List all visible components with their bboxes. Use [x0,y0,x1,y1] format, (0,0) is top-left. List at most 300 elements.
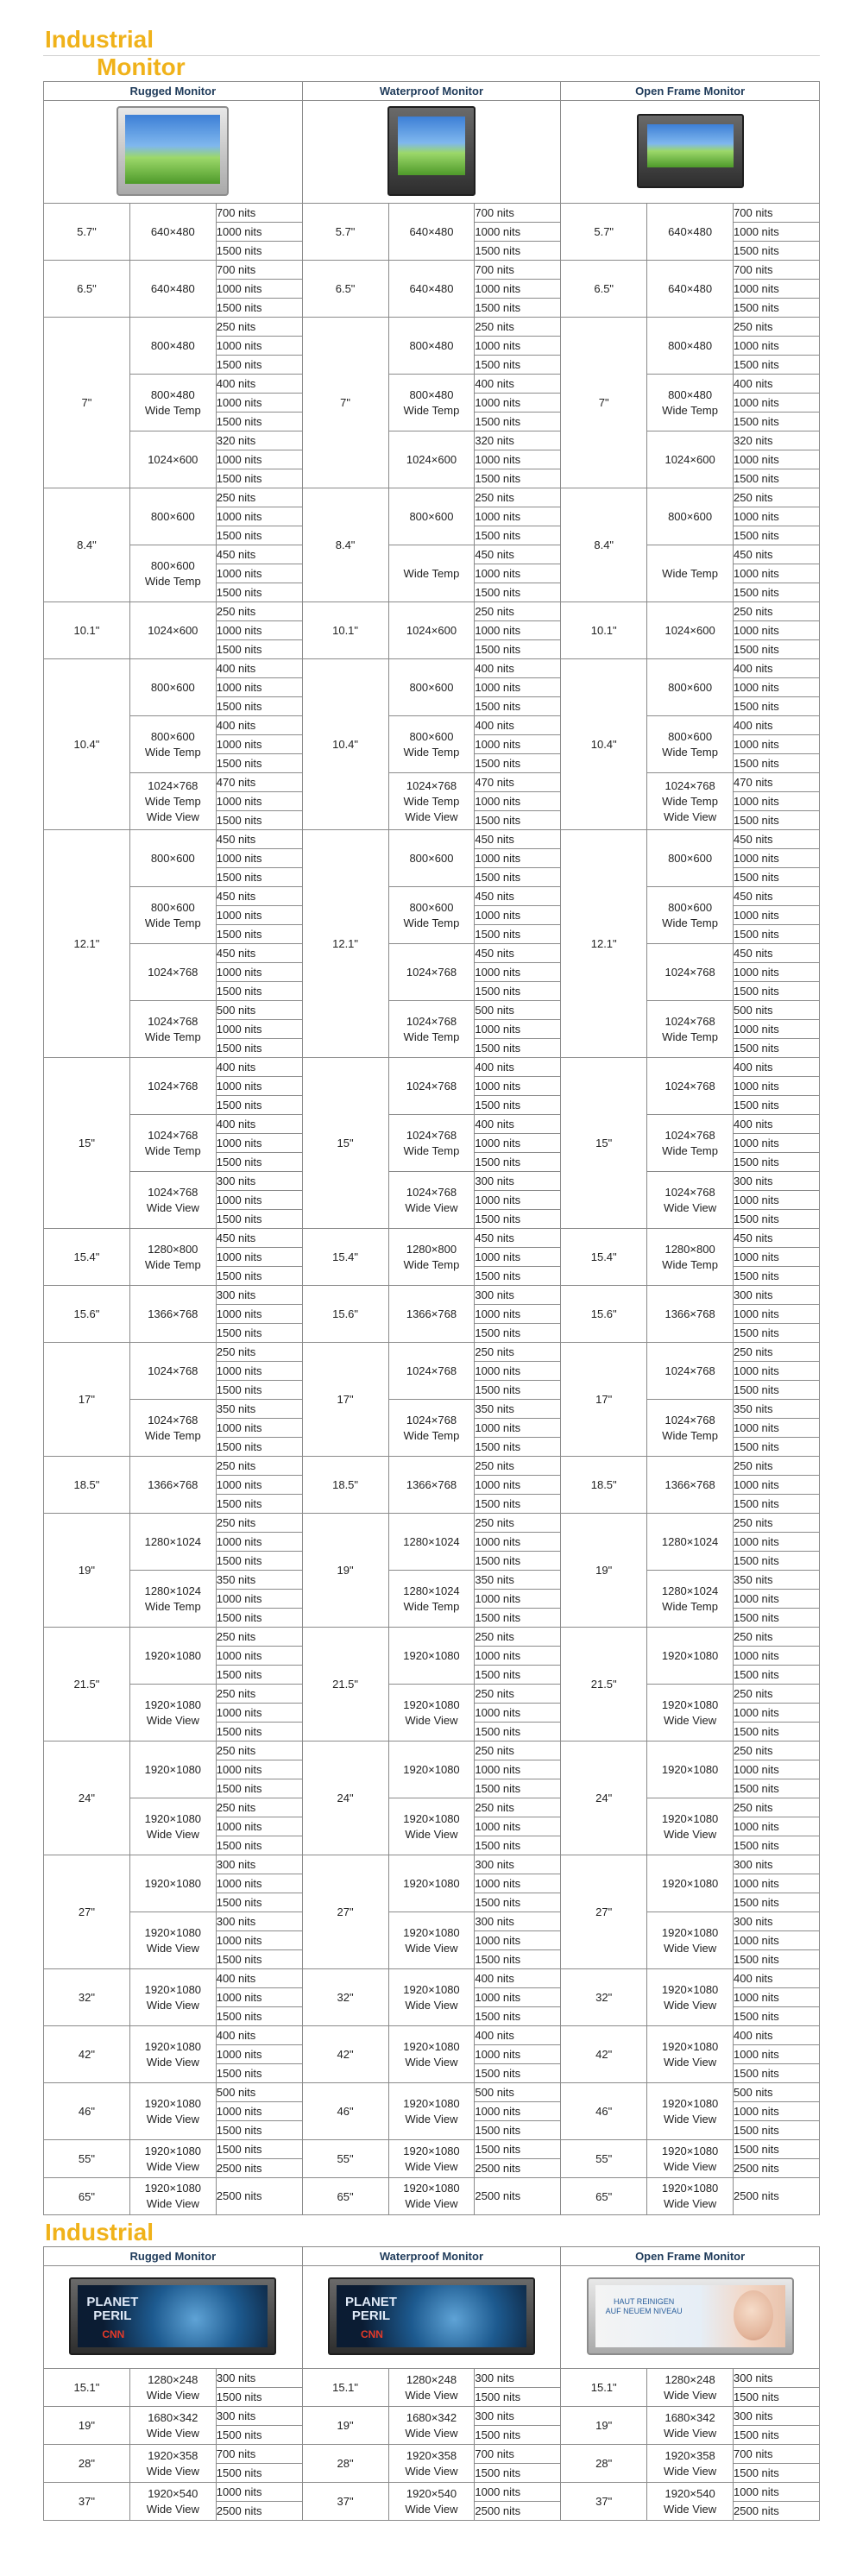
resolution-cell: 1920×1080 Wide View [388,2178,475,2215]
brightness-cell: 1500 nits [734,2064,820,2083]
brightness-cell: 1500 nits [734,1779,820,1798]
size-cell: 37" [302,2483,388,2521]
brightness-cell: 300 nits [475,2407,561,2426]
table-row [44,1172,820,1191]
brightness-cell: 1000 nits [475,678,561,697]
brightness-cell: 1500 nits [216,1438,302,1457]
size-cell: 17" [561,1343,647,1457]
brightness-cell: 1500 nits [216,2140,302,2159]
brightness-cell: 1000 nits [734,1191,820,1210]
size-cell: 21.5" [302,1628,388,1741]
resolution-cell: 1024×768 Wide Temp [647,1400,734,1457]
brightness-cell: 1500 nits [475,2464,561,2483]
resolution-cell: 800×480 Wide Temp [388,375,475,431]
brightness-cell: 470 nits [216,773,302,792]
brightness-cell: 1000 nits [475,1704,561,1723]
stretched-screen-icon [78,2285,268,2347]
brightness-cell: 1500 nits [734,1381,820,1400]
brightness-cell: 350 nits [734,1400,820,1419]
photo-cell [561,2266,820,2369]
title-industrial: Industrial [45,26,154,53]
brightness-cell: 1500 nits [734,1267,820,1286]
resolution-cell: 1024×768 Wide Temp [388,1400,475,1457]
brightness-cell: 450 nits [475,1229,561,1248]
resolution-cell: 1920×358 Wide View [647,2445,734,2483]
brightness-cell: 1500 nits [734,299,820,318]
brightness-cell: 400 nits [475,2026,561,2045]
brightness-cell: 1500 nits [475,413,561,431]
brightness-cell: 1000 nits [734,280,820,299]
resolution-cell: 1920×1080 [388,1855,475,1912]
brightness-cell: 1000 nits [734,1647,820,1666]
brightness-cell: 1500 nits [734,2007,820,2026]
brightness-cell: 1500 nits [475,1723,561,1741]
size-cell: 15.4" [561,1229,647,1286]
size-cell: 37" [44,2483,130,2521]
brightness-cell: 250 nits [216,1343,302,1362]
brightness-cell: 1000 nits [475,1248,561,1267]
brightness-cell: 1000 nits [216,1874,302,1893]
brightness-cell: 1500 nits [475,2121,561,2140]
brightness-cell: 1500 nits [216,526,302,545]
brightness-cell: 1000 nits [475,1533,561,1552]
resolution-cell: 1280×800 Wide Temp [388,1229,475,1286]
resolution-cell: 800×600 Wide Temp [388,716,475,773]
resolution-cell: 1024×600 [129,431,216,488]
resolution-cell: 1920×1080 [647,1855,734,1912]
size-cell: 46" [561,2083,647,2140]
brightness-cell: 1500 nits [734,1210,820,1229]
brightness-cell: 1500 nits [475,1039,561,1058]
brightness-cell: 1000 nits [734,1931,820,1950]
brightness-cell: 1000 nits [734,1817,820,1836]
table-row [44,1628,820,1647]
spec-sheet [43,26,820,2521]
brightness-cell: 700 nits [216,204,302,223]
table-row [44,1685,820,1704]
column-header: Waterproof Monitor [302,82,561,101]
brightness-cell: 400 nits [734,659,820,678]
brightness-cell: 300 nits [475,1855,561,1874]
brightness-cell: 400 nits [216,375,302,394]
brightness-cell: 1500 nits [216,1666,302,1685]
brightness-cell: 1500 nits [216,1723,302,1741]
brightness-cell: 1000 nits [475,1020,561,1039]
brightness-cell: 250 nits [216,1514,302,1533]
resolution-cell: 1024×768 [129,944,216,1001]
resolution-cell: 1920×540 Wide View [388,2483,475,2521]
table-row [44,773,820,792]
brightness-cell: 1500 nits [734,1893,820,1912]
brightness-cell: 500 nits [216,2083,302,2102]
size-cell: 5.7" [561,204,647,261]
size-cell: 12.1" [302,830,388,1058]
size-cell: 19" [44,1514,130,1628]
brightness-cell: 1000 nits [216,1704,302,1723]
table-row [44,1969,820,1988]
brightness-cell: 700 nits [734,261,820,280]
brightness-cell: 1000 nits [734,792,820,811]
brightness-cell: 450 nits [475,830,561,849]
brightness-cell: 250 nits [734,1685,820,1704]
screen-ad-text: HAUT REINIGEN AUF NEUEM NIVEAU [605,2296,683,2315]
size-cell: 8.4" [302,488,388,602]
screen-brand-text: PLANET PERIL [344,2294,397,2323]
brightness-cell: 1000 nits [216,2483,302,2502]
resolution-cell: 1024×600 [388,602,475,659]
brightness-cell: 1000 nits [734,1704,820,1723]
resolution-cell: 1024×768 [388,944,475,1001]
size-cell: 65" [44,2178,130,2215]
brightness-cell: 1000 nits [216,1077,302,1096]
resolution-cell: 1280×1024 Wide Temp [129,1571,216,1628]
table-row [44,659,820,678]
brightness-cell: 500 nits [734,1001,820,1020]
brightness-cell: 250 nits [216,1628,302,1647]
brightness-cell: 400 nits [216,716,302,735]
size-cell: 10.4" [302,659,388,830]
size-cell: 19" [302,1514,388,1628]
brightness-cell: 400 nits [216,1115,302,1134]
resolution-cell: 1024×768 [129,1343,216,1400]
brightness-cell: 1000 nits [216,337,302,356]
face-image-icon [734,2290,773,2340]
brightness-cell: 1500 nits [475,1153,561,1172]
resolution-cell: 640×480 [129,261,216,318]
size-cell: 32" [302,1969,388,2026]
brightness-cell: 1000 nits [475,735,561,754]
size-cell: 15.4" [302,1229,388,1286]
brightness-cell: 350 nits [216,1400,302,1419]
brightness-cell: 1000 nits [475,337,561,356]
brightness-cell: 1500 nits [216,2064,302,2083]
brightness-cell: 1000 nits [216,1020,302,1039]
size-cell: 10.1" [302,602,388,659]
brightness-cell: 450 nits [475,545,561,564]
brightness-cell: 1500 nits [475,811,561,830]
resolution-cell: 800×600 [129,488,216,545]
brightness-cell: 250 nits [475,1741,561,1760]
table-row [44,1798,820,1817]
size-cell: 15.6" [561,1286,647,1343]
brightness-cell: 1000 nits [734,2102,820,2121]
brightness-cell: 300 nits [734,1912,820,1931]
brightness-cell: 400 nits [475,1969,561,1988]
resolution-cell: 1920×1080 Wide View [129,2083,216,2140]
brightness-cell: 1500 nits [216,1324,302,1343]
resolution-cell: 1280×1024 Wide Temp [388,1571,475,1628]
brightness-cell: 1500 nits [216,2121,302,2140]
size-cell: 15.4" [44,1229,130,1286]
brightness-cell: 1500 nits [216,1836,302,1855]
photo-cell [44,2266,303,2369]
resolution-cell: 1680×342 Wide View [129,2407,216,2445]
resolution-cell: 1920×1080 Wide View [388,1685,475,1741]
brightness-cell: 1500 nits [475,1779,561,1798]
resolution-cell: 1024×768 [647,944,734,1001]
brightness-cell: 1000 nits [475,507,561,526]
brightness-cell: 1000 nits [734,1305,820,1324]
brightness-cell: 400 nits [475,1058,561,1077]
resolution-cell: 1024×768 [647,1343,734,1400]
brightness-cell: 1000 nits [216,1476,302,1495]
resolution-cell: 800×600 [388,488,475,545]
brightness-cell: 1500 nits [734,1836,820,1855]
resolution-cell: Wide Temp [647,545,734,602]
size-cell: 8.4" [561,488,647,602]
resolution-cell: 1366×768 [647,1286,734,1343]
size-cell: 12.1" [44,830,130,1058]
resolution-cell: 1920×1080 [647,1741,734,1798]
title-monitor: Monitor [97,54,186,80]
size-cell: 10.4" [44,659,130,830]
brightness-cell: 1500 nits [734,1324,820,1343]
brightness-cell: 1000 nits [475,1362,561,1381]
size-cell: 55" [302,2140,388,2178]
brightness-cell: 400 nits [216,2026,302,2045]
brightness-cell: 250 nits [475,1514,561,1533]
brightness-cell: 1500 nits [216,1267,302,1286]
brightness-cell: 1000 nits [734,1077,820,1096]
brightness-cell: 250 nits [216,602,302,621]
brightness-cell: 1500 nits [734,754,820,773]
brightness-cell: 1500 nits [475,1324,561,1343]
brightness-cell: 300 nits [734,2369,820,2388]
brightness-cell: 1500 nits [216,583,302,602]
resolution-cell: 800×600 [647,488,734,545]
table-row [44,2083,820,2102]
brightness-cell: 1500 nits [216,754,302,773]
brightness-cell: 1000 nits [475,1817,561,1836]
resolution-cell: 640×480 [388,261,475,318]
column-header: Waterproof Monitor [302,2247,561,2266]
brightness-cell: 1500 nits [216,413,302,431]
brightness-cell: 1000 nits [216,564,302,583]
brightness-cell: 1000 nits [216,450,302,469]
brightness-cell: 1000 nits [216,849,302,868]
brightness-cell: 300 nits [216,1855,302,1874]
brightness-cell: 500 nits [475,2083,561,2102]
brightness-cell: 1000 nits [475,906,561,925]
table-row [44,1912,820,1931]
brightness-cell: 1500 nits [216,1495,302,1514]
size-cell: 7" [561,318,647,488]
brightness-cell: 1500 nits [734,2464,820,2483]
resolution-cell: 1920×540 Wide View [647,2483,734,2521]
brightness-cell: 1000 nits [475,792,561,811]
section2-header-row [44,2247,820,2266]
brightness-cell: 400 nits [734,375,820,394]
brightness-cell: 250 nits [216,1457,302,1476]
photo-cell [561,101,820,204]
resolution-cell: 1280×248 Wide View [129,2369,216,2407]
rugged-monitor-image [117,106,229,196]
resolution-cell: 800×480 Wide Temp [647,375,734,431]
resolution-cell: 1024×600 [647,431,734,488]
resolution-cell: 1920×1080 Wide View [388,2026,475,2083]
resolution-cell: 800×600 Wide Temp [647,716,734,773]
brightness-cell: 1000 nits [475,1988,561,2007]
table-row [44,1001,820,1020]
brightness-cell: 250 nits [475,488,561,507]
brightness-cell: 1500 nits [216,640,302,659]
brightness-cell: 1500 nits [734,640,820,659]
size-cell: 6.5" [44,261,130,318]
stretched-monitor-spec-table [43,2246,820,2521]
size-cell: 42" [561,2026,647,2083]
brightness-cell: 1000 nits [216,1590,302,1609]
brightness-cell: 250 nits [475,318,561,337]
resolution-cell: 1920×1080 Wide View [647,2026,734,2083]
brightness-cell: 700 nits [734,204,820,223]
resolution-cell: 1920×1080 [388,1628,475,1685]
resolution-cell: 640×480 [388,204,475,261]
brightness-cell: 1500 nits [734,356,820,375]
brightness-cell: 1000 nits [475,2045,561,2064]
size-cell: 6.5" [302,261,388,318]
resolution-cell: 1920×1080 Wide View [129,2026,216,2083]
brightness-cell: 250 nits [734,602,820,621]
brightness-cell: 1500 nits [734,1552,820,1571]
brightness-cell: 250 nits [734,1628,820,1647]
brightness-cell: 1500 nits [216,1039,302,1058]
resolution-cell: 1680×342 Wide View [388,2407,475,2445]
brightness-cell: 1500 nits [475,754,561,773]
resolution-cell: 800×600 Wide Temp [388,887,475,944]
resolution-cell: 800×480 Wide Temp [129,375,216,431]
table-row [44,261,820,280]
resolution-cell: 1920×1080 Wide View [647,2083,734,2140]
resolution-cell: 1920×1080 Wide View [388,1798,475,1855]
brightness-cell: 2500 nits [734,2178,820,2215]
brightness-cell: 1000 nits [734,1533,820,1552]
brightness-cell: 1500 nits [216,1779,302,1798]
resolution-cell: 800×600 Wide Temp [129,716,216,773]
brightness-cell: 1000 nits [475,849,561,868]
photo-row [44,101,820,204]
brightness-cell: 300 nits [475,2369,561,2388]
section1-title [43,26,820,81]
resolution-cell: 1024×768 Wide Temp [388,1115,475,1172]
brightness-cell: 700 nits [475,2445,561,2464]
size-cell: 46" [44,2083,130,2140]
brightness-cell: 2500 nits [734,2502,820,2521]
photo-cell [44,101,303,204]
size-cell: 19" [302,2407,388,2445]
waterproof-monitor-image [387,106,476,196]
brightness-cell: 1500 nits [475,469,561,488]
brightness-cell: 450 nits [216,830,302,849]
resolution-cell: 1024×768 Wide Temp [129,1001,216,1058]
size-cell: 65" [561,2178,647,2215]
brightness-cell: 2500 nits [216,2502,302,2521]
table-row [44,1457,820,1476]
section1-header-row [44,82,820,101]
brightness-cell: 250 nits [734,1741,820,1760]
brightness-cell: 1000 nits [475,1419,561,1438]
brightness-cell: 1000 nits [734,1988,820,2007]
resolution-cell: 1920×1080 Wide View [647,1685,734,1741]
resolution-cell: 1920×1080 Wide View [129,2178,216,2215]
brightness-cell: 1500 nits [216,2007,302,2026]
brightness-cell: 250 nits [475,1685,561,1704]
size-cell: 15" [302,1058,388,1229]
brightness-cell: 450 nits [216,887,302,906]
resolution-cell: 1280×248 Wide View [647,2369,734,2407]
brightness-cell: 1500 nits [475,242,561,261]
brightness-cell: 250 nits [734,1343,820,1362]
size-cell: 10.1" [561,602,647,659]
resolution-cell: 1920×1080 [129,1855,216,1912]
brightness-cell: 1000 nits [216,223,302,242]
brightness-cell: 1000 nits [734,564,820,583]
screen-logo-text: CNN [360,2327,383,2340]
size-cell: 7" [302,318,388,488]
size-cell: 17" [302,1343,388,1457]
brightness-cell: 1000 nits [216,621,302,640]
brightness-cell: 1000 nits [216,1191,302,1210]
brightness-cell: 1000 nits [734,735,820,754]
brightness-cell: 1500 nits [475,1950,561,1969]
brightness-cell: 300 nits [734,1286,820,1305]
brightness-cell: 450 nits [216,944,302,963]
brightness-cell: 1000 nits [734,1134,820,1153]
size-cell: 24" [561,1741,647,1855]
stretched-screen-icon [595,2285,785,2347]
resolution-cell: 1024×600 [129,602,216,659]
brightness-cell: 2500 nits [734,2159,820,2178]
brightness-cell: 1000 nits [734,1419,820,1438]
resolution-cell: 1024×768 Wide Temp [647,1115,734,1172]
brightness-cell: 250 nits [734,318,820,337]
resolution-cell: 1024×768 [129,1058,216,1115]
size-cell: 10.1" [44,602,130,659]
brightness-cell: 1500 nits [734,1495,820,1514]
brightness-cell: 1500 nits [475,1893,561,1912]
resolution-cell: 1366×768 [388,1457,475,1514]
brightness-cell: 1000 nits [475,223,561,242]
resolution-cell: 1920×1080 Wide View [129,1969,216,2026]
table-row [44,1855,820,1874]
brightness-cell: 1000 nits [475,963,561,982]
table-row [44,2026,820,2045]
resolution-cell: 1366×768 [129,1286,216,1343]
size-cell: 17" [44,1343,130,1457]
brightness-cell: 700 nits [475,204,561,223]
brightness-cell: 320 nits [475,431,561,450]
brightness-cell: 700 nits [216,2445,302,2464]
table-row [44,2483,820,2502]
brightness-cell: 1000 nits [734,507,820,526]
brightness-cell: 1500 nits [734,1950,820,1969]
photo-cell [302,101,561,204]
resolution-cell: 1920×1080 [129,1741,216,1798]
brightness-cell: 2500 nits [475,2159,561,2178]
size-cell: 10.4" [561,659,647,830]
resolution-cell: 1280×1024 [129,1514,216,1571]
brightness-cell: 300 nits [475,1286,561,1305]
brightness-cell: 1500 nits [734,982,820,1001]
size-cell: 15.1" [302,2369,388,2407]
brightness-cell: 1000 nits [734,1362,820,1381]
brightness-cell: 1000 nits [475,1476,561,1495]
brightness-cell: 1500 nits [734,2140,820,2159]
brightness-cell: 700 nits [216,261,302,280]
brightness-cell: 1000 nits [475,1931,561,1950]
size-cell: 15.1" [561,2369,647,2407]
resolution-cell: 640×480 [647,261,734,318]
brightness-cell: 1500 nits [475,1438,561,1457]
